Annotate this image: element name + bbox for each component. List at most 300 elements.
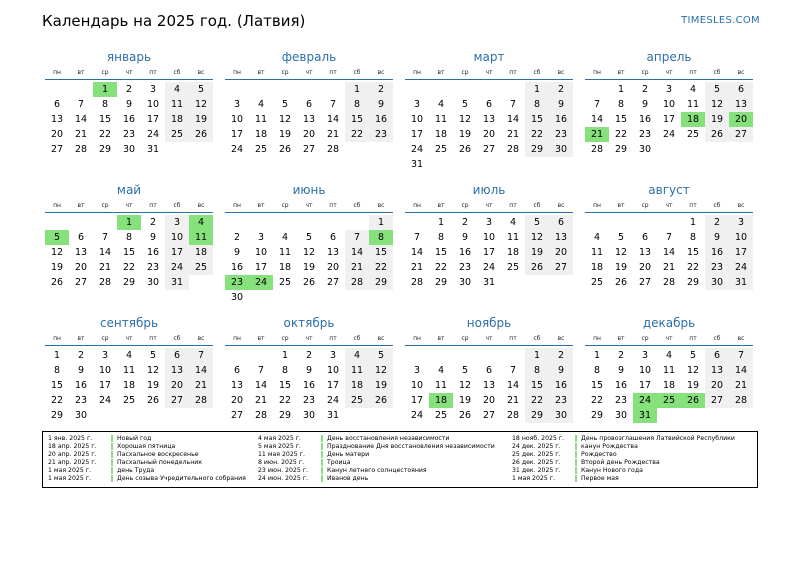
month-block bbox=[405, 183, 573, 290]
day-cell: 10 bbox=[326, 365, 340, 376]
day-cell: 13 bbox=[302, 114, 316, 125]
day-cell: 22 bbox=[98, 129, 112, 140]
holiday-marker-icon bbox=[321, 435, 323, 442]
day-cell: 7 bbox=[189, 348, 213, 363]
month-name: июль bbox=[472, 183, 506, 197]
day-cell: 26 bbox=[302, 277, 316, 288]
day-cell: 19 bbox=[278, 129, 292, 140]
legend-item bbox=[258, 451, 495, 459]
day-cell: 20 bbox=[74, 262, 88, 273]
day-cell: 3 bbox=[665, 84, 673, 95]
days-grid bbox=[45, 348, 213, 423]
day-cell: 30 bbox=[549, 142, 573, 157]
day-cell: 12 bbox=[369, 363, 393, 378]
empty-cell bbox=[297, 215, 321, 230]
day-cell: 30 bbox=[122, 144, 136, 155]
day-cell: 2 bbox=[77, 350, 85, 361]
legend-holiday-name: Канун летнего солнцестояния bbox=[327, 467, 427, 474]
legend-date: 1 мая 2025 г. bbox=[48, 467, 91, 474]
holiday-legend bbox=[42, 431, 758, 488]
day-cell: 17 bbox=[638, 380, 652, 391]
day-cell: 25 bbox=[506, 262, 520, 273]
day-cell: 26 bbox=[458, 410, 472, 421]
days-grid bbox=[405, 82, 573, 172]
empty-cell bbox=[405, 82, 429, 97]
legend-holiday-name: Канун Нового года bbox=[581, 467, 643, 474]
day-cell: 20 bbox=[230, 395, 244, 406]
day-cell: 19 bbox=[50, 262, 64, 273]
month-name: июнь bbox=[292, 183, 326, 197]
day-cell: 17 bbox=[146, 114, 160, 125]
weekday-label: чт bbox=[485, 69, 493, 76]
day-cell: 13 bbox=[482, 380, 496, 391]
day-cell: 27 bbox=[705, 393, 729, 408]
site-logo-text[interactable]: TIMESLES.COM bbox=[681, 15, 760, 26]
day-cell: 4 bbox=[437, 365, 445, 376]
weekday-label: пт bbox=[329, 69, 337, 76]
empty-cell bbox=[405, 215, 429, 230]
weekday-label: чт bbox=[305, 202, 313, 209]
days-grid bbox=[225, 215, 393, 305]
day-cell: 14 bbox=[254, 380, 268, 391]
day-cell: 16 bbox=[705, 245, 729, 260]
day-cell: 30 bbox=[614, 410, 628, 421]
month-name: сентябрь bbox=[99, 316, 159, 330]
day-cell: 9 bbox=[369, 97, 393, 112]
weekday-label: вт bbox=[617, 69, 625, 76]
weekday-label: чт bbox=[125, 202, 133, 209]
day-cell: 2 bbox=[305, 350, 313, 361]
empty-cell bbox=[585, 82, 609, 97]
holiday-marker-icon bbox=[321, 475, 323, 482]
weekday-label: пн bbox=[593, 69, 601, 76]
day-cell: 18 bbox=[278, 262, 292, 273]
empty-cell bbox=[477, 348, 501, 363]
day-cell: 24 bbox=[410, 144, 424, 155]
legend-item bbox=[512, 435, 735, 443]
day-cell: 19 bbox=[614, 262, 628, 273]
day-cell: 22 bbox=[686, 262, 700, 273]
empty-cell bbox=[93, 215, 117, 230]
day-cell: 9 bbox=[705, 230, 729, 245]
day-cell: 31 bbox=[410, 159, 424, 170]
weekday-label: вт bbox=[77, 335, 85, 342]
day-cell: 30 bbox=[146, 277, 160, 288]
day-cell: 12 bbox=[458, 114, 472, 125]
day-cell: 14 bbox=[189, 363, 213, 378]
day-cell: 21 bbox=[326, 129, 340, 140]
day-cell: 12 bbox=[525, 230, 549, 245]
legend-holiday-name: канун Рождества bbox=[581, 443, 638, 450]
legend-date: 20 апр. 2025 г. bbox=[48, 451, 97, 458]
legend-holiday-name: День восстановления независимости bbox=[327, 435, 450, 442]
day-cell: 16 bbox=[549, 378, 573, 393]
day-cell: 16 bbox=[230, 262, 244, 273]
day-cell: 17 bbox=[230, 129, 244, 140]
weekday-label: вт bbox=[437, 202, 445, 209]
day-cell: 15 bbox=[122, 247, 136, 258]
day-cell: 11 bbox=[506, 232, 520, 243]
holiday-marker-icon bbox=[111, 435, 113, 442]
legend-date: 1 мая 2025 г. bbox=[512, 475, 555, 482]
weekday-label: пн bbox=[233, 335, 241, 342]
weekday-label: вс bbox=[377, 69, 385, 76]
month-name: январь bbox=[106, 50, 152, 64]
day-cell: 14 bbox=[506, 380, 520, 391]
day-cell: 4 bbox=[665, 350, 673, 361]
day-cell: 7 bbox=[77, 99, 85, 110]
weekday-label: пт bbox=[509, 69, 517, 76]
day-cell: 28 bbox=[729, 393, 753, 408]
day-cell: 5 bbox=[305, 232, 313, 243]
weekday-label: ср bbox=[101, 69, 109, 76]
day-cell: 1 bbox=[525, 82, 549, 97]
holiday-marker-icon bbox=[575, 467, 577, 474]
weekday-label: вс bbox=[197, 69, 205, 76]
holiday-day-cell: 5 bbox=[45, 230, 69, 245]
day-cell: 24 bbox=[662, 129, 676, 140]
legend-item bbox=[258, 459, 495, 467]
month-block bbox=[225, 316, 393, 423]
day-cell: 27 bbox=[326, 277, 340, 288]
legend-item bbox=[258, 443, 495, 451]
day-cell: 7 bbox=[257, 365, 265, 376]
day-cell: 21 bbox=[254, 395, 268, 406]
day-cell: 12 bbox=[50, 247, 64, 258]
weekday-label: чт bbox=[665, 69, 673, 76]
day-cell: 3 bbox=[329, 350, 337, 361]
legend-item bbox=[48, 467, 246, 475]
month-name: апрель bbox=[646, 50, 692, 64]
day-cell: 9 bbox=[149, 232, 157, 243]
legend-holiday-name: Празднование Дня восстановления независимости bbox=[327, 443, 495, 450]
holiday-day-cell: 21 bbox=[585, 127, 609, 142]
legend-holiday-name: День созыва Учредительного собрания bbox=[117, 475, 246, 482]
days-grid bbox=[585, 215, 753, 290]
legend-item bbox=[258, 467, 495, 475]
day-cell: 17 bbox=[410, 395, 424, 406]
day-cell: 3 bbox=[413, 365, 421, 376]
day-cell: 23 bbox=[302, 395, 316, 406]
day-cell: 1 bbox=[617, 84, 625, 95]
weekday-label: пн bbox=[413, 202, 421, 209]
empty-cell bbox=[585, 215, 609, 230]
day-cell: 23 bbox=[369, 127, 393, 142]
day-cell: 11 bbox=[590, 247, 604, 258]
day-cell: 24 bbox=[482, 262, 496, 273]
days-grid bbox=[45, 82, 213, 157]
weekday-label: пт bbox=[149, 202, 157, 209]
holiday-day-cell: 26 bbox=[681, 393, 705, 408]
empty-cell bbox=[69, 215, 93, 230]
legend-item bbox=[48, 475, 246, 483]
day-cell: 14 bbox=[410, 247, 424, 258]
day-cell: 17 bbox=[254, 262, 268, 273]
day-cell: 15 bbox=[434, 247, 448, 258]
weekday-label: ср bbox=[461, 202, 469, 209]
day-cell: 8 bbox=[53, 365, 61, 376]
day-cell: 7 bbox=[509, 365, 517, 376]
weekday-label: пт bbox=[149, 69, 157, 76]
month-block bbox=[45, 316, 213, 423]
weekday-label: вс bbox=[737, 69, 745, 76]
empty-cell bbox=[273, 82, 297, 97]
weekday-label: пн bbox=[413, 69, 421, 76]
day-cell: 3 bbox=[149, 84, 157, 95]
empty-cell bbox=[609, 215, 633, 230]
weekday-label: пт bbox=[689, 335, 697, 342]
month-block bbox=[225, 50, 393, 157]
empty-cell bbox=[297, 82, 321, 97]
day-cell: 31 bbox=[146, 144, 160, 155]
holiday-day-cell: 4 bbox=[189, 215, 213, 230]
empty-cell bbox=[405, 348, 429, 363]
day-cell: 17 bbox=[729, 245, 753, 260]
day-cell: 11 bbox=[122, 365, 136, 376]
day-cell: 9 bbox=[125, 99, 133, 110]
weekday-label: ср bbox=[461, 69, 469, 76]
day-cell: 18 bbox=[662, 380, 676, 391]
day-cell: 2 bbox=[549, 82, 573, 97]
holiday-marker-icon bbox=[321, 467, 323, 474]
weekday-label: ср bbox=[641, 202, 649, 209]
day-cell: 29 bbox=[369, 275, 393, 290]
day-cell: 21 bbox=[729, 378, 753, 393]
month-block bbox=[585, 50, 753, 157]
day-cell: 7 bbox=[101, 232, 109, 243]
day-cell: 11 bbox=[345, 363, 369, 378]
holiday-day-cell: 11 bbox=[189, 230, 213, 245]
day-cell: 24 bbox=[326, 395, 340, 406]
month-name: октябрь bbox=[283, 316, 335, 330]
day-cell: 28 bbox=[98, 277, 112, 288]
day-cell: 10 bbox=[638, 365, 652, 376]
day-cell: 12 bbox=[705, 97, 729, 112]
holiday-day-cell: 24 bbox=[249, 275, 273, 290]
empty-cell bbox=[249, 215, 273, 230]
empty-cell bbox=[453, 348, 477, 363]
legend-holiday-name: день Труда bbox=[117, 467, 155, 474]
day-cell: 13 bbox=[230, 380, 244, 391]
day-cell: 9 bbox=[641, 99, 649, 110]
day-cell: 13 bbox=[326, 247, 340, 258]
weekday-label: пт bbox=[509, 335, 517, 342]
day-cell: 24 bbox=[230, 144, 244, 155]
days-grid bbox=[45, 215, 213, 290]
weekday-label: вт bbox=[257, 202, 265, 209]
day-cell: 13 bbox=[165, 363, 189, 378]
day-cell: 19 bbox=[458, 129, 472, 140]
day-cell: 15 bbox=[369, 245, 393, 260]
day-cell: 5 bbox=[369, 348, 393, 363]
day-cell: 17 bbox=[662, 114, 676, 125]
day-cell: 27 bbox=[482, 410, 496, 421]
day-cell: 29 bbox=[686, 277, 700, 288]
weekday-header bbox=[45, 201, 213, 213]
day-cell: 25 bbox=[165, 127, 189, 142]
day-cell: 10 bbox=[146, 99, 160, 110]
day-cell: 30 bbox=[638, 144, 652, 155]
day-cell: 25 bbox=[278, 277, 292, 288]
days-grid bbox=[585, 82, 753, 157]
day-cell: 19 bbox=[369, 378, 393, 393]
holiday-marker-icon bbox=[575, 475, 577, 482]
day-cell: 6 bbox=[329, 232, 337, 243]
day-cell: 25 bbox=[345, 393, 369, 408]
day-cell: 18 bbox=[590, 262, 604, 273]
weekday-label: чт bbox=[485, 335, 493, 342]
day-cell: 16 bbox=[458, 247, 472, 258]
day-cell: 18 bbox=[122, 380, 136, 391]
month-block bbox=[585, 316, 753, 423]
day-cell: 24 bbox=[165, 260, 189, 275]
day-cell: 10 bbox=[482, 232, 496, 243]
day-cell: 14 bbox=[729, 363, 753, 378]
weekday-label: вт bbox=[257, 335, 265, 342]
day-cell: 27 bbox=[50, 144, 64, 155]
holiday-day-cell: 1 bbox=[117, 215, 141, 230]
empty-cell bbox=[45, 215, 69, 230]
day-cell: 28 bbox=[662, 277, 676, 288]
holiday-day-cell: 20 bbox=[729, 112, 753, 127]
day-cell: 11 bbox=[254, 114, 268, 125]
day-cell: 29 bbox=[614, 144, 628, 155]
weekday-label: сб bbox=[713, 202, 721, 209]
weekday-label: пт bbox=[509, 202, 517, 209]
weekday-header bbox=[585, 201, 753, 213]
legend-date: 31 дек. 2025 г. bbox=[512, 467, 561, 474]
day-cell: 31 bbox=[326, 410, 340, 421]
legend-holiday-name: Хорошая пятница bbox=[117, 443, 176, 450]
weekday-label: сб bbox=[173, 202, 181, 209]
legend-holiday-name: Рождество bbox=[581, 451, 617, 458]
day-cell: 30 bbox=[549, 408, 573, 423]
weekday-label: пт bbox=[689, 69, 697, 76]
day-cell: 11 bbox=[434, 114, 448, 125]
day-cell: 29 bbox=[122, 277, 136, 288]
day-cell: 31 bbox=[482, 277, 496, 288]
day-cell: 6 bbox=[77, 232, 85, 243]
day-cell: 7 bbox=[413, 232, 421, 243]
day-cell: 21 bbox=[345, 260, 369, 275]
day-cell: 28 bbox=[590, 144, 604, 155]
legend-holiday-name: Пасхальное воскресенье bbox=[117, 451, 199, 458]
day-cell: 12 bbox=[686, 365, 700, 376]
month-block bbox=[45, 50, 213, 157]
weekday-label: пт bbox=[689, 202, 697, 209]
holiday-day-cell: 31 bbox=[633, 408, 657, 423]
day-cell: 16 bbox=[302, 380, 316, 391]
weekday-header bbox=[225, 334, 393, 346]
weekday-label: сб bbox=[173, 69, 181, 76]
day-cell: 21 bbox=[189, 378, 213, 393]
day-cell: 1 bbox=[525, 348, 549, 363]
holiday-day-cell: 24 bbox=[633, 393, 657, 408]
weekday-label: вт bbox=[77, 202, 85, 209]
weekday-label: чт bbox=[125, 69, 133, 76]
day-cell: 10 bbox=[230, 114, 244, 125]
day-cell: 27 bbox=[638, 277, 652, 288]
day-cell: 19 bbox=[705, 112, 729, 127]
day-cell: 17 bbox=[482, 247, 496, 258]
day-cell: 12 bbox=[146, 365, 160, 376]
weekday-label: вт bbox=[437, 335, 445, 342]
holiday-marker-icon bbox=[575, 459, 577, 466]
day-cell: 5 bbox=[689, 350, 697, 361]
day-cell: 30 bbox=[74, 410, 88, 421]
legend-column bbox=[48, 435, 246, 483]
day-cell: 12 bbox=[302, 247, 316, 258]
day-cell: 22 bbox=[614, 129, 628, 140]
legend-date: 1 янв. 2025 г. bbox=[48, 435, 93, 442]
day-cell: 3 bbox=[641, 350, 649, 361]
day-cell: 11 bbox=[165, 97, 189, 112]
empty-cell bbox=[501, 82, 525, 97]
day-cell: 14 bbox=[345, 245, 369, 260]
weekday-header bbox=[405, 201, 573, 213]
weekday-label: вт bbox=[77, 69, 85, 76]
weekday-label: пн bbox=[593, 335, 601, 342]
day-cell: 25 bbox=[590, 277, 604, 288]
day-cell: 23 bbox=[614, 395, 628, 406]
day-cell: 31 bbox=[729, 275, 753, 290]
day-cell: 18 bbox=[165, 112, 189, 127]
weekday-header bbox=[405, 334, 573, 346]
legend-item bbox=[48, 443, 246, 451]
holiday-marker-icon bbox=[111, 459, 113, 466]
day-cell: 28 bbox=[506, 144, 520, 155]
day-cell: 10 bbox=[254, 247, 268, 258]
day-cell: 27 bbox=[230, 410, 244, 421]
legend-date: 26 дек. 2025 г. bbox=[512, 459, 561, 466]
day-cell: 6 bbox=[729, 82, 753, 97]
day-cell: 18 bbox=[345, 378, 369, 393]
weekday-label: пн bbox=[233, 69, 241, 76]
holiday-marker-icon bbox=[111, 451, 113, 458]
day-cell: 1 bbox=[689, 217, 697, 228]
day-cell: 28 bbox=[506, 410, 520, 421]
day-cell: 6 bbox=[53, 99, 61, 110]
weekday-header bbox=[225, 68, 393, 80]
day-cell: 7 bbox=[329, 99, 337, 110]
empty-cell bbox=[225, 215, 249, 230]
weekday-header bbox=[405, 68, 573, 80]
day-cell: 20 bbox=[50, 129, 64, 140]
day-cell: 23 bbox=[705, 260, 729, 275]
legend-date: 4 мая 2025 г. bbox=[258, 435, 301, 442]
weekday-header bbox=[45, 68, 213, 80]
day-cell: 3 bbox=[257, 232, 265, 243]
weekday-label: пн bbox=[413, 335, 421, 342]
day-cell: 22 bbox=[345, 127, 369, 142]
day-cell: 15 bbox=[525, 112, 549, 127]
weekday-header bbox=[45, 334, 213, 346]
weekday-label: чт bbox=[125, 335, 133, 342]
day-cell: 17 bbox=[165, 245, 189, 260]
day-cell: 26 bbox=[146, 395, 160, 406]
legend-item bbox=[258, 475, 495, 483]
legend-item bbox=[512, 451, 735, 459]
day-cell: 24 bbox=[729, 260, 753, 275]
day-cell: 5 bbox=[461, 99, 469, 110]
day-cell: 4 bbox=[689, 84, 697, 95]
page-title: Календарь на 2025 год. (Латвия) bbox=[42, 12, 306, 30]
day-cell: 21 bbox=[98, 262, 112, 273]
day-cell: 23 bbox=[549, 393, 573, 408]
day-cell: 14 bbox=[74, 114, 88, 125]
day-cell: 5 bbox=[281, 99, 289, 110]
day-cell: 3 bbox=[485, 217, 493, 228]
